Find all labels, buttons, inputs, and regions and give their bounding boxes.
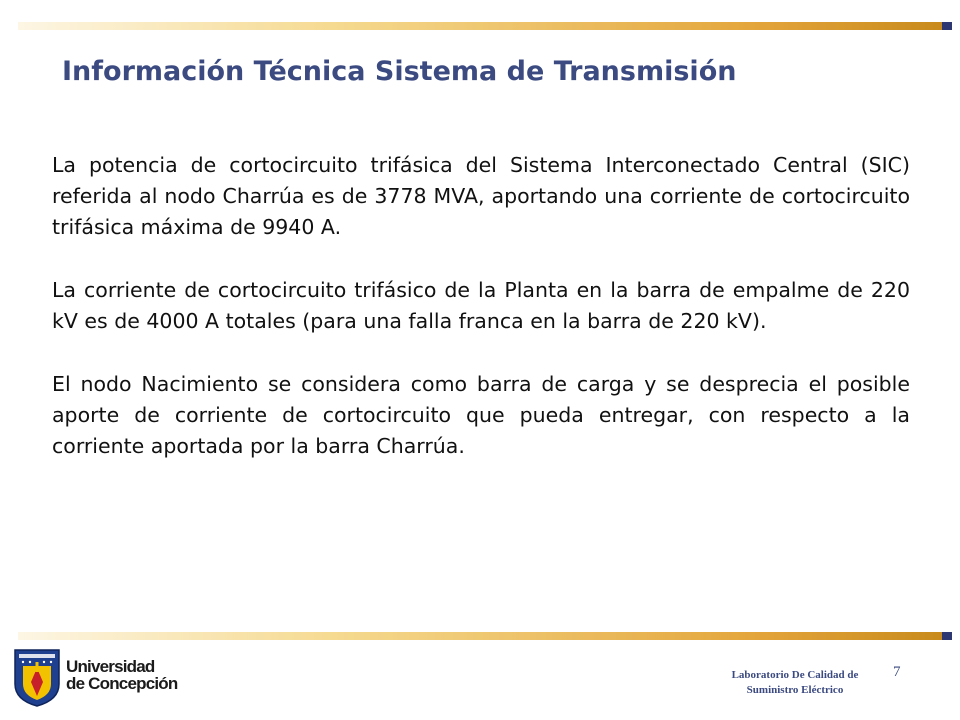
university-name bbox=[66, 658, 177, 692]
top-decorative-bar bbox=[18, 22, 942, 30]
lab-name-line1: Laboratorio De Calidad de bbox=[731, 669, 859, 681]
lab-name bbox=[706, 668, 884, 698]
paragraph-2: La corriente de cortocircuito trifásico de la Planta en la barra de empalme de 220 kV es de 4000 A totales (para una falla franca en la barra de 220 kV). bbox=[52, 278, 910, 333]
university-name-line1: Universidad bbox=[66, 657, 155, 676]
slide-title: Información Técnica Sistema de Transmisión bbox=[62, 56, 737, 87]
top-bar-cap bbox=[942, 22, 952, 30]
paragraph-3: El nodo Nacimiento se considera como barra de carga y se desprecia el posible aporte de corriente de cortocircuito que pueda entregar, con respecto a la corriente aportada por la barra Charrúa. bbox=[52, 372, 910, 458]
page-number: 7 bbox=[893, 664, 901, 680]
lab-name-line2: Suministro Eléctrico bbox=[746, 684, 844, 696]
bottom-bar-cap bbox=[942, 632, 952, 640]
university-logo bbox=[12, 648, 182, 710]
paragraph-1: La potencia de cortocircuito trifásica del Sistema Interconectado Central (SIC) referida al nodo Charrúa es de 3778 MVA, aportando una corriente de cortocircuito trifásica máxima de 9940 A. bbox=[52, 153, 910, 239]
university-name-line2: de Concepción bbox=[66, 674, 178, 693]
university-shield-icon bbox=[12, 648, 62, 708]
slide-body bbox=[52, 150, 910, 494]
bottom-decorative-bar bbox=[18, 632, 942, 640]
